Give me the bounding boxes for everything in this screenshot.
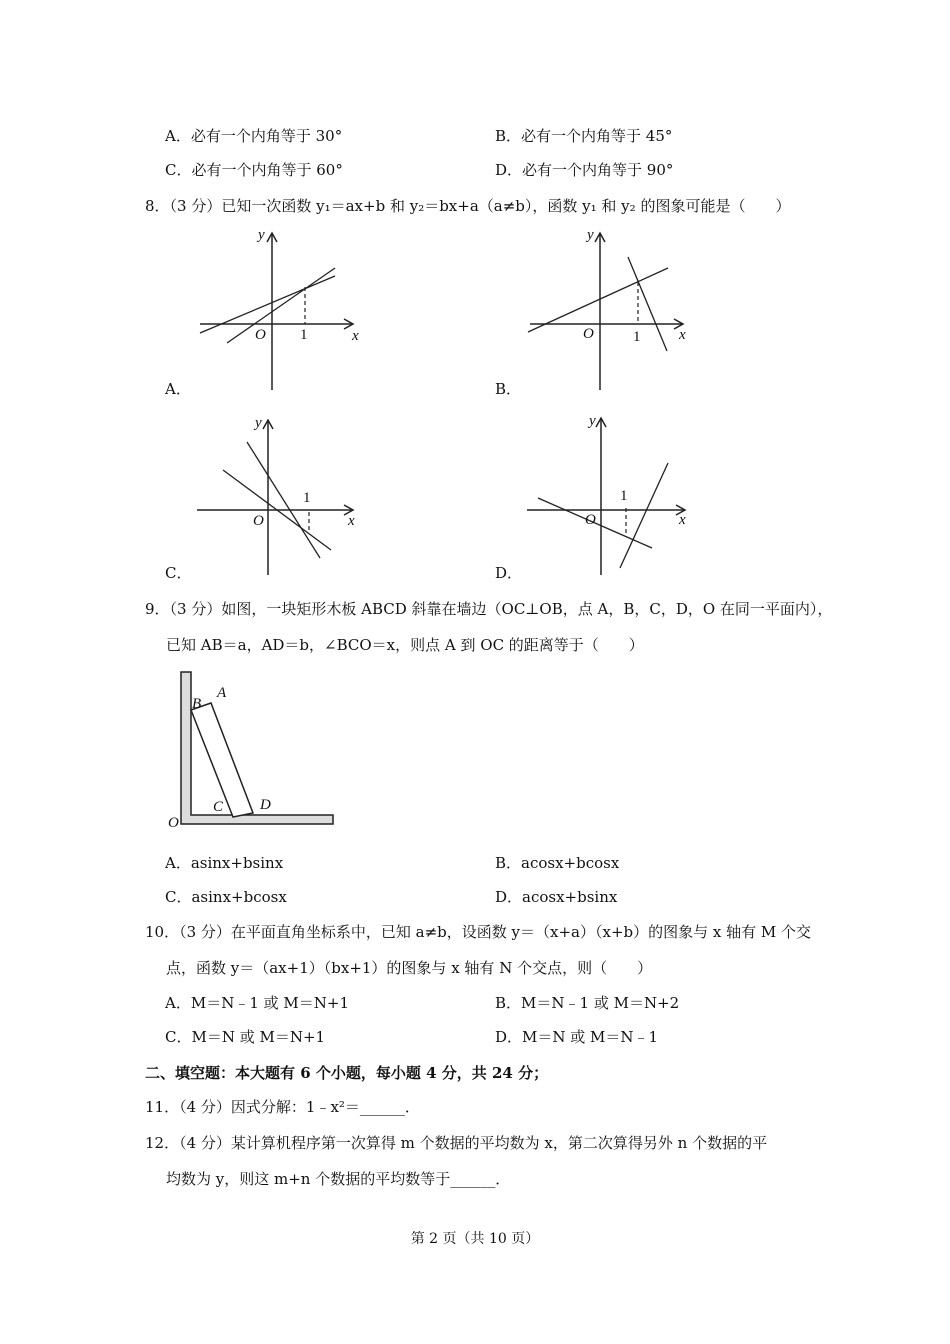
q8-a-x-label: x xyxy=(352,328,359,344)
q8-c-one-label: 1 xyxy=(303,490,311,506)
q8-d-x-label: x xyxy=(679,512,686,528)
q10-option-c: C．M＝N 或 M＝N+1 xyxy=(165,1028,326,1046)
q12-line2: 均数为 y，则这 m+n 个数据的平均数等于______． xyxy=(166,1170,511,1188)
q8-c-x-label: x xyxy=(348,513,355,529)
q9-label-b: B xyxy=(192,696,202,712)
q12-line1: 12．（4 分）某计算机程序第一次算得 m 个数据的平均数为 x，第二次算得另外 n 个数据的平 xyxy=(145,1134,768,1152)
section-2-heading: 二、填空题：本大题有 6 个小题，每小题 4 分，共 24 分； xyxy=(145,1064,549,1082)
q8-label-a: A． xyxy=(165,380,191,398)
q8-d-one-label: 1 xyxy=(620,488,628,504)
q9-label-d: D xyxy=(260,797,271,813)
q8-c-y-label: y xyxy=(255,415,262,431)
q8-a-origin-label: O xyxy=(255,327,266,343)
q9-option-d: D．acosx+bsinx xyxy=(495,888,618,906)
q7-option-b: B．必有一个内角等于 45° xyxy=(495,127,673,145)
q10-stem-line2: 点，函数 y＝（ax+1）（bx+1）的图象与 x 轴有 N 个交点，则（ ） xyxy=(166,959,653,977)
q8-d-y-label: y xyxy=(589,413,596,429)
q9-label-a: A xyxy=(217,685,227,701)
q7-option-d: D．必有一个内角等于 90° xyxy=(495,161,674,179)
q8-b-origin-label: O xyxy=(583,326,594,342)
q8-stem: 8．（3 分）已知一次函数 y₁＝ax+b 和 y₂＝bx+a（a≠b），函数 y₁ 和 y₂ 的图象可能是（ ） xyxy=(145,197,791,215)
q9-option-a: A．asinx+bsinx xyxy=(165,854,284,872)
q8-graph-a xyxy=(195,225,365,395)
q8-a-y-label: y xyxy=(258,227,265,243)
q8-label-d: D． xyxy=(495,564,523,582)
q9-label-c: C xyxy=(213,799,224,815)
page-footer: 第 2 页（共 10 页） xyxy=(410,1231,540,1247)
q9-stem-line1: 9．（3 分）如图，一块矩形木板 ABCD 斜靠在墙边（OC⊥OB，点 A，B，C，D，O 在同一平面内）， xyxy=(145,600,833,618)
q9-option-b: B．acosx+bcosx xyxy=(495,854,620,872)
q8-graph-b xyxy=(525,225,695,395)
q8-graph-d xyxy=(525,410,695,580)
q8-label-b: B． xyxy=(495,380,522,398)
q8-c-origin-label: O xyxy=(253,513,264,529)
q9-option-c: C．asinx+bcosx xyxy=(165,888,287,906)
q9-stem-line2: 已知 AB＝a，AD＝b，∠BCO＝x，则点 A 到 OC 的距离等于（ ） xyxy=(166,636,644,654)
q10-option-d: D．M＝N 或 M＝N﹣1 xyxy=(495,1028,659,1046)
q8-d-origin-label: O xyxy=(585,512,596,528)
q10-option-b: B．M＝N﹣1 或 M＝N+2 xyxy=(495,994,680,1012)
q8-b-x-label: x xyxy=(679,327,686,343)
q8-b-y-label: y xyxy=(587,227,594,243)
q11-text: 11．（4 分）因式分解：1﹣x²＝______． xyxy=(145,1098,420,1116)
q8-a-one-label: 1 xyxy=(300,327,308,343)
q7-option-a: A．必有一个内角等于 30° xyxy=(165,127,343,145)
q10-option-a: A．M＝N﹣1 或 M＝N+1 xyxy=(165,994,349,1012)
q8-label-c: C． xyxy=(165,564,192,582)
q9-figure xyxy=(165,668,340,833)
q10-stem-line1: 10．（3 分）在平面直角坐标系中，已知 a≠b，设函数 y＝（x+a）（x+b）的图象与 x 轴有 M 个交 xyxy=(145,923,812,941)
q7-option-c: C．必有一个内角等于 60° xyxy=(165,161,343,179)
q9-label-o: O xyxy=(168,815,179,831)
q8-graph-c xyxy=(195,410,365,580)
q8-b-one-label: 1 xyxy=(633,329,641,345)
